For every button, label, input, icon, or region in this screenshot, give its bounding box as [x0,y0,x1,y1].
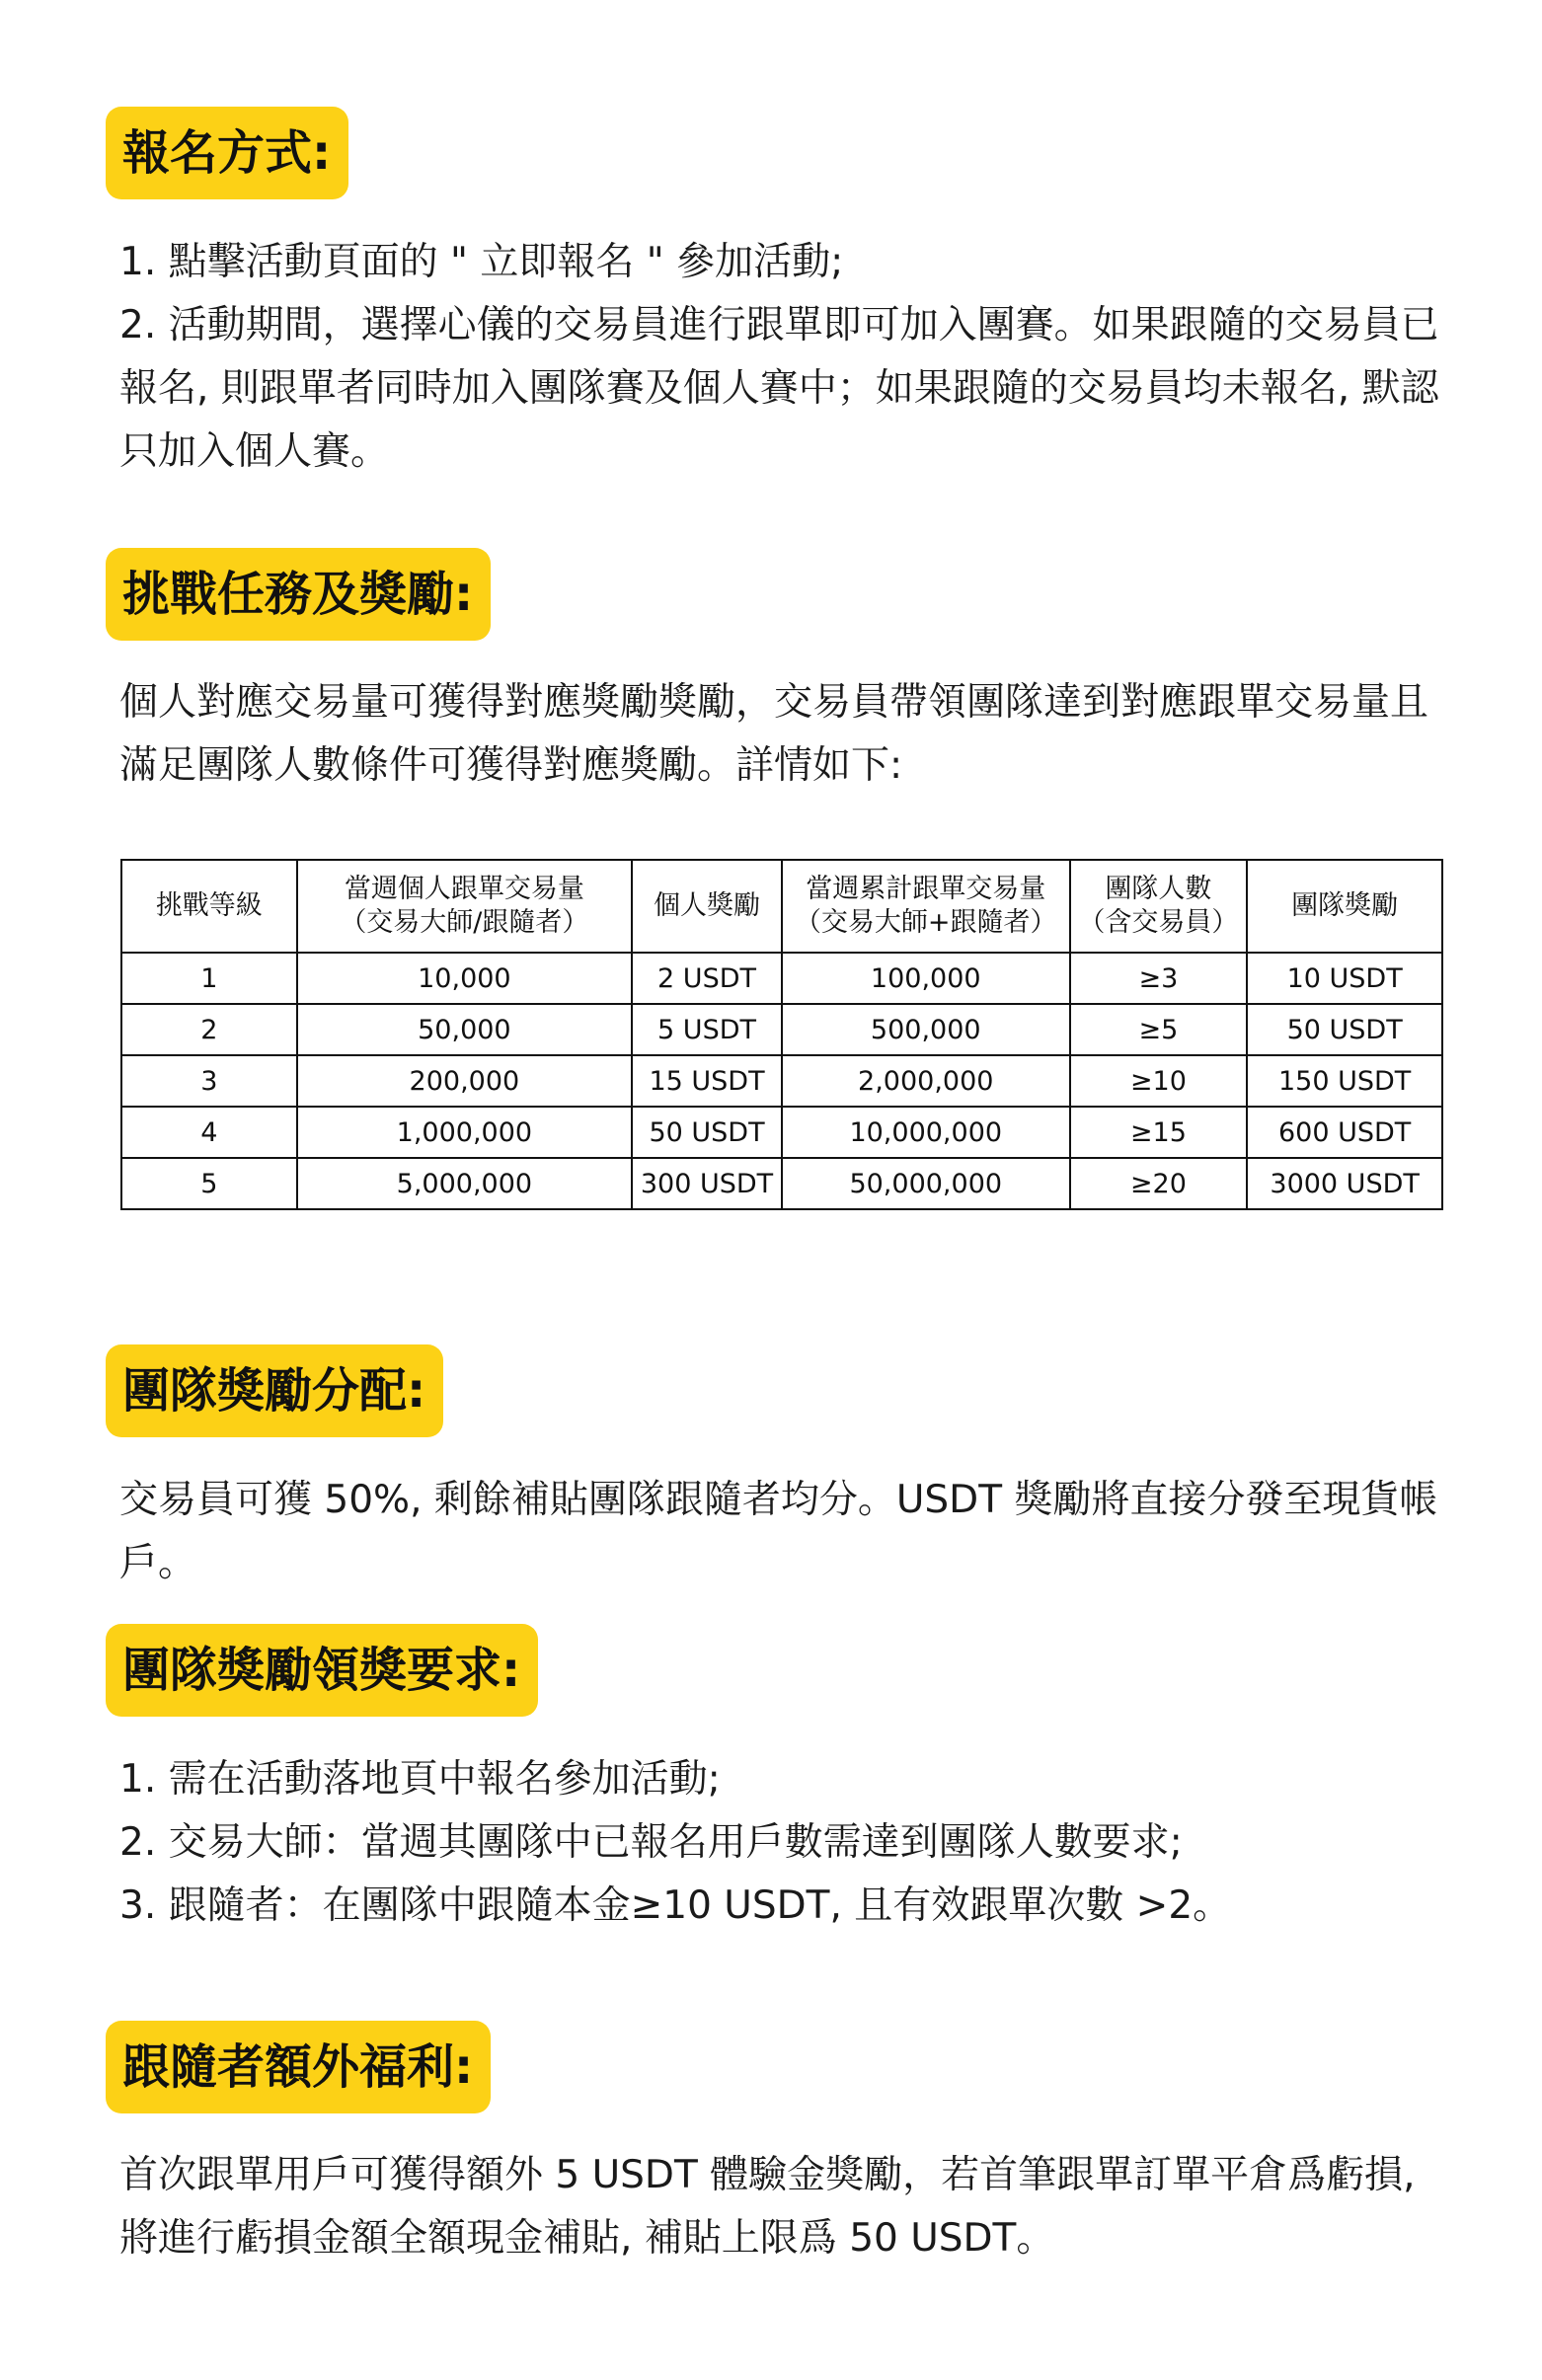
signup-content [119,231,1442,484]
distribution-heading: 團隊獎勵分配: [106,1344,443,1437]
challenge-description [119,671,1442,798]
requirements-line-1: 1. 需在活動落地頁中報名參加活動; [119,1757,721,1802]
challenge-text: 個人對應交易量可獲得對應獎勵獎勵，交易員帶領團隊達到對應跟單交易量且滿足團隊人數條件可獲得對應獎勵。詳情如下: [119,680,1429,788]
challenge-heading: 挑戰任務及獎勵: [106,548,491,641]
cell-personal-reward: 15 USDT [632,1055,782,1107]
cell-personal-volume: 5,000,000 [297,1158,633,1209]
cell-team-size: ≥20 [1070,1158,1248,1209]
cell-team-volume: 500,000 [782,1004,1070,1055]
cell-personal-reward: 5 USDT [632,1004,782,1055]
requirements-content [119,1748,1442,1938]
cell-personal-reward: 50 USDT [632,1107,782,1158]
distribution-content [119,1469,1442,1595]
header-team-size: 團隊人數 （含交易員） [1070,860,1248,953]
cell-level: 4 [121,1107,297,1158]
cell-team-reward: 10 USDT [1247,953,1442,1004]
benefits-content [119,2144,1442,2270]
signup-heading: 報名方式: [106,107,348,199]
distribution-text: 交易員可獲 50%, 剩餘補貼團隊跟隨者均分。USDT 獎勵將直接分發至現貨帳戶。 [119,1478,1438,1585]
cell-personal-volume: 1,000,000 [297,1107,633,1158]
requirements-line-3: 3. 跟隨者：在團隊中跟隨本金≥10 USDT, 且有效跟單次數 >2。 [119,1883,1232,1928]
cell-level: 2 [121,1004,297,1055]
table-row [121,1055,1442,1107]
cell-level: 5 [121,1158,297,1209]
header-team-volume: 當週累計跟單交易量 （交易大師+跟隨者） [782,860,1070,953]
table-row [121,1158,1442,1209]
cell-team-reward: 50 USDT [1247,1004,1442,1055]
benefits-heading: 跟隨者額外福利: [106,2021,491,2113]
cell-team-reward: 600 USDT [1247,1107,1442,1158]
header-team-reward: 團隊獎勵 [1247,860,1442,953]
cell-personal-volume: 50,000 [297,1004,633,1055]
cell-level: 3 [121,1055,297,1107]
challenge-table [120,859,1443,1210]
header-personal-reward: 個人獎勵 [632,860,782,953]
cell-team-size: ≥10 [1070,1055,1248,1107]
cell-personal-reward: 2 USDT [632,953,782,1004]
header-personal-volume: 當週個人跟單交易量 （交易大師/跟隨者） [297,860,633,953]
cell-team-volume: 50,000,000 [782,1158,1070,1209]
header-level: 挑戰等級 [121,860,297,953]
cell-personal-volume: 200,000 [297,1055,633,1107]
cell-level: 1 [121,953,297,1004]
table-row [121,1004,1442,1055]
cell-personal-reward: 300 USDT [632,1158,782,1209]
signup-line-1: 1. 點擊活動頁面的 " 立即報名 " 參加活動; [119,240,844,284]
cell-team-reward: 150 USDT [1247,1055,1442,1107]
cell-team-volume: 100,000 [782,953,1070,1004]
cell-team-size: ≥5 [1070,1004,1248,1055]
signup-line-2: 2. 活動期間，選擇心儀的交易員進行跟單即可加入團賽。如果跟隨的交易員已報名, 則跟單者同時加入團隊賽及個人賽中；如果跟隨的交易員均未報名, 默認只加入個人賽。 [119,303,1439,474]
cell-team-reward: 3000 USDT [1247,1158,1442,1209]
table-header-row [121,860,1442,953]
cell-team-size: ≥15 [1070,1107,1248,1158]
cell-personal-volume: 10,000 [297,953,633,1004]
cell-team-size: ≥3 [1070,953,1248,1004]
cell-team-volume: 2,000,000 [782,1055,1070,1107]
table-row [121,1107,1442,1158]
benefits-text: 首次跟單用戶可獲得額外 5 USDT 體驗金獎勵，若首筆跟單訂單平倉爲虧損, 將進行虧損金額全額現金補貼, 補貼上限爲 50 USDT。 [119,2153,1416,2261]
requirements-heading: 團隊獎勵領獎要求: [106,1624,538,1717]
cell-team-volume: 10,000,000 [782,1107,1070,1158]
table-row [121,953,1442,1004]
requirements-line-2: 2. 交易大師：當週其團隊中已報名用戶數需達到團隊人數要求; [119,1820,1183,1865]
